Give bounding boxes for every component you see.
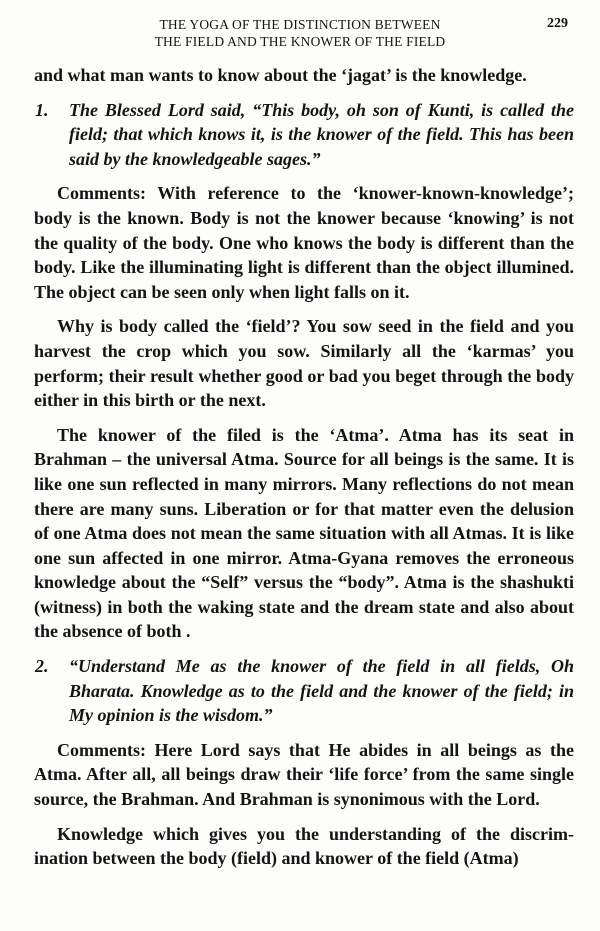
body-paragraph: Why is body called the ‘field’? You sow seed in the field and you harvest the crop which you sow. Similarly all the ‘karmas’ you perform; their result whether good or bad you beget through the body either in this birth or the next. <box>34 316 574 411</box>
verse-1 <box>34 98 574 172</box>
page-number: 229 <box>547 16 568 31</box>
verse-2 <box>34 654 574 728</box>
verse-number: 2. <box>35 656 49 677</box>
header-title-line-1: THE YOGA OF THE DISTINCTION BETWEEN <box>159 17 441 32</box>
running-header <box>0 16 600 50</box>
verse-number: 1. <box>35 99 49 120</box>
comment-paragraph: Comments: Here Lord says that He abides in all beings as the Atma. After all, all beings draw their ‘life force’ from the same single source, the Brahman. And Brahman is synonimous with the Lord. <box>34 739 574 810</box>
body-paragraph: Knowledge which gives you the understanding of the discrim-ination between the body (field) and knower of the field (Atma) <box>34 823 574 869</box>
verse-text: The Blessed Lord said, “This body, oh son of Kunti, is called the field; that which knows it, is the knower of the field. This has been said by the knowledgeable sages.” <box>69 99 574 169</box>
body-paragraph: The knower of the filed is the ‘Atma’. Atma has its seat in Brahman – the universal Atma. Source for all beings is the same. It is like one sun reflected in many mirrors. Many reflections do not mean there are many suns. Liberation or for that matter even the delusion of one Atma does not mean the same situation with all Atmas. It is like one sun affected in one mirror. Atma-Gyana removes the erroneous knowledge about the “Self” versus the “body”. Atma is the shashukti (witness) in both the waking state and the dream state and also about the absence of both . <box>34 424 574 642</box>
verse-text: “Understand Me as the knower of the field in all fields, Oh Bharata. Knowledge as to the field and the knower of the field; in My opinion is the wisdom.” <box>69 656 574 726</box>
comment-paragraph: Comments: With reference to the ‘knower-known-knowledge’; body is the known. Body is not the knower because ‘knowing’ is not the quality of the body. One who knows the body is different than the body. Like the illuminating light is different than the object illumined. The object can be seen only when light falls on it. <box>34 183 574 302</box>
page-body <box>34 63 574 871</box>
continuation-paragraph: and what man wants to know about the ‘jagat’ is the knowledge. <box>34 65 527 85</box>
header-title-line-2: THE FIELD AND THE KNOWER OF THE FIELD <box>154 34 446 49</box>
